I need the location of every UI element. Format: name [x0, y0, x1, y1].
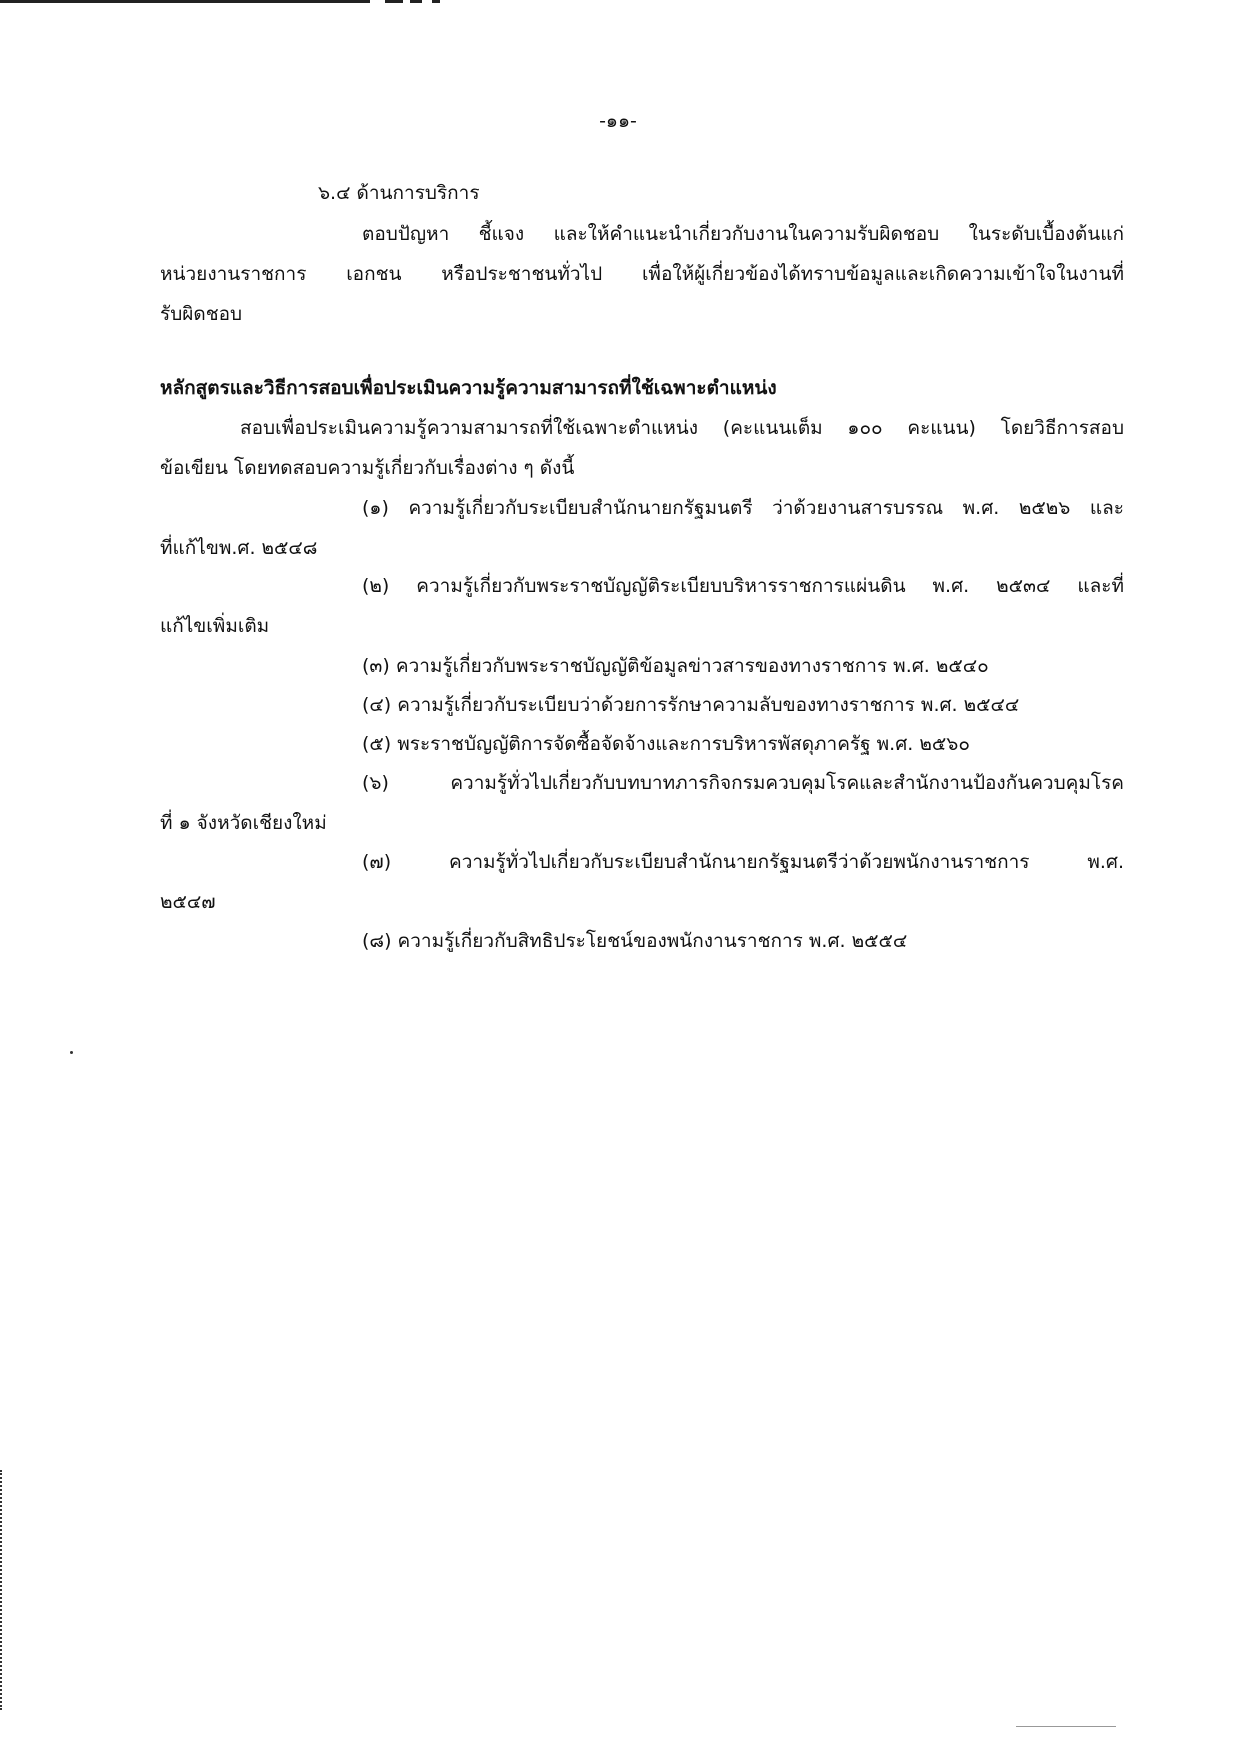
top-scan-dash: [385, 0, 403, 3]
exam-topic-item: (๘) ความรู้เกี่ยวกับสิทธิประโยชน์ของพนักงานราชการ พ.ศ. ๒๕๕๔: [362, 930, 908, 952]
exam-topic-item: (๗) ความรู้ทั่วไปเกี่ยวกับระเบียบสำนักนายกรัฐมนตรีว่าด้วยพนักงานราชการ พ.ศ.: [362, 851, 1124, 873]
scan-speck: [70, 1051, 73, 1054]
top-scan-dash: [432, 0, 440, 3]
curriculum-intro-line: ข้อเขียน โดยทดสอบความรู้เกี่ยวกับเรื่องต่าง ๆ ดังนี้: [160, 457, 575, 479]
exam-topic-item-continuation: ที่ ๑ จังหวัดเชียงใหม่: [160, 812, 327, 834]
exam-topic-item: (๖) ความรู้ทั่วไปเกี่ยวกับบทบาทภารกิจกรมควบคุมโรคและสำนักงานป้องกันควบคุมโรค: [362, 772, 1124, 794]
service-paragraph-line: ตอบปัญหา ชี้แจง และให้คำแนะนำเกี่ยวกับงานในความรับผิดชอบ ในระดับเบื้องต้นแก่: [362, 223, 1124, 245]
top-scan-dash: [410, 0, 422, 3]
exam-topic-item: (๓) ความรู้เกี่ยวกับพระราชบัญญัติข้อมูลข่าวสารของทางราชการ พ.ศ. ๒๕๔๐: [362, 655, 989, 677]
exam-topic-item-continuation: แก้ไขเพิ่มเติม: [160, 615, 270, 637]
service-section-heading: ๖.๔ ด้านการบริการ: [318, 182, 480, 204]
exam-topic-item-continuation: ที่แก้ไขพ.ศ. ๒๕๔๘: [160, 537, 318, 559]
curriculum-section-heading: หลักสูตรและวิธีการสอบเพื่อประเมินความรู้ความสามารถที่ใช้เฉพาะตำแหน่ง: [160, 377, 777, 399]
curriculum-intro-line: สอบเพื่อประเมินความรู้ความสามารถที่ใช้เฉพาะตำแหน่ง (คะแนนเต็ม ๑๐๐ คะแนน) โดยวิธีการสอบ: [240, 417, 1124, 439]
exam-topic-item: (๑) ความรู้เกี่ยวกับระเบียบสำนักนายกรัฐมนตรี ว่าด้วยงานสารบรรณ พ.ศ. ๒๕๒๖ และ: [362, 497, 1124, 519]
exam-topic-item-continuation: ๒๕๔๗: [160, 891, 216, 913]
left-scan-marks: [0, 1470, 5, 1710]
service-paragraph-line: หน่วยงานราชการ เอกชน หรือประชาชนทั่วไป เพื่อให้ผู้เกี่ยวข้องได้ทราบข้อมูลและเกิดความเข้าใจในงานที่: [160, 263, 1124, 285]
exam-topic-item: (๒) ความรู้เกี่ยวกับพระราชบัญญัติระเบียบบริหารราชการแผ่นดิน พ.ศ. ๒๕๓๔ และที่: [362, 575, 1124, 597]
exam-topic-item: (๕) พระราชบัญญัติการจัดซื้อจัดจ้างและการบริหารพัสดุภาครัฐ พ.ศ. ๒๕๖๐: [362, 733, 970, 755]
top-scan-rule: [0, 0, 370, 3]
page-number: -๑๑-: [599, 110, 637, 132]
service-paragraph-line: รับผิดชอบ: [160, 303, 243, 325]
exam-topic-item: (๔) ความรู้เกี่ยวกับระเบียบว่าด้วยการรักษาความลับของทางราชการ พ.ศ. ๒๕๔๔: [362, 694, 1020, 716]
bottom-scan-rule: [1016, 1726, 1116, 1727]
